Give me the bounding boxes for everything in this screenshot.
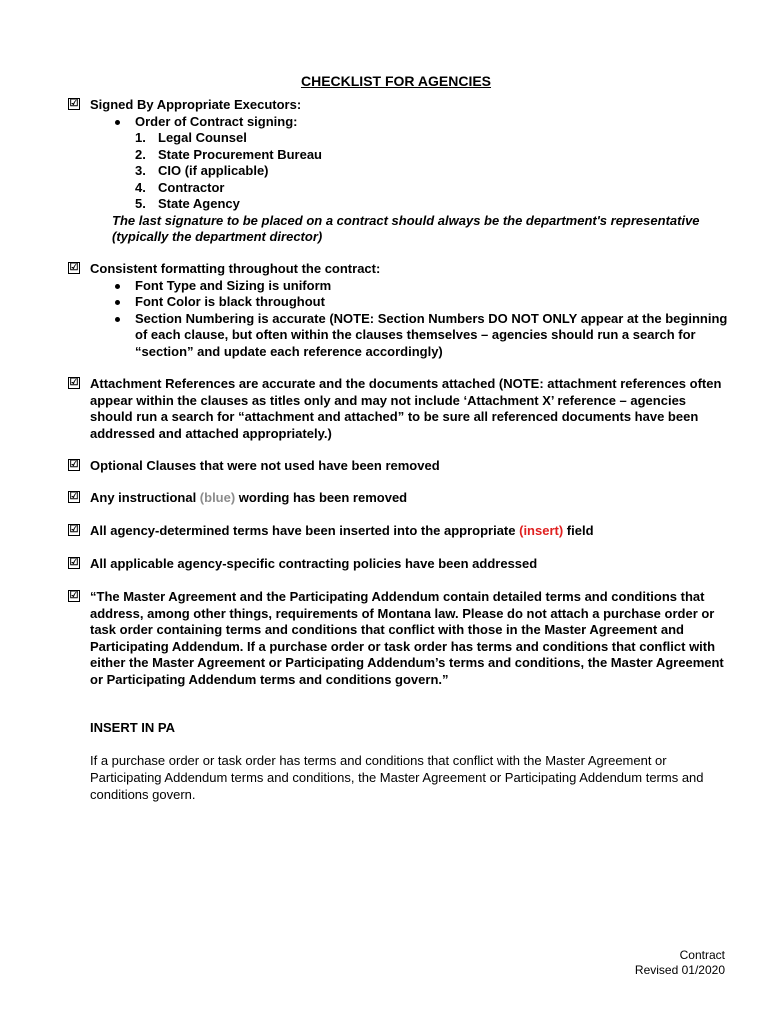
checkbox-icon: ☑	[69, 459, 79, 470]
signer-item: 2. State Procurement Bureau	[135, 146, 322, 162]
bullet-item: Order of Contract signing:	[90, 114, 728, 131]
blue-highlight: (blue)	[199, 490, 236, 505]
checklist-item-formatting	[68, 261, 728, 360]
item-text: “The Master Agreement and the Participating Addendum contain detailed terms and conditions that address, among other things, requirements of Montana law. Please do not attach a purchase order or task order containing terms and conditions that conflict with those in the Master Agreement and Participating Addendum. If a purchase order or task order has terms and conditions that conflict with either the Master Agreement or Participating Addendum’s terms and conditions, the Master Agreement or Participating Addendum terms and conditions govern.”	[90, 589, 724, 687]
footer-line: Revised 01/2020	[634, 963, 725, 977]
checkbox-icon: ☑	[69, 98, 79, 109]
checkbox-icon: ☑	[69, 590, 79, 601]
bullet-item: Font Color is black throughout	[90, 294, 728, 311]
checkbox-icon: ☑	[69, 524, 79, 535]
bullet-item: Section Numbering is accurate (NOTE: Section Numbers DO NOT ONLY appear at the beginning of each clause, but often within the clauses themselves – agencies should run a search for “section” and update each reference accordingly)	[90, 311, 728, 361]
insert-in-pa-label: INSERT IN PA	[90, 720, 175, 735]
signer-item: 4. Contractor	[135, 179, 225, 195]
footer-line: Contract	[679, 948, 725, 962]
checklist-item-policies	[68, 556, 728, 573]
item-heading: Signed By Appropriate Executors:	[90, 97, 302, 112]
item-text: Any instructional (blue) wording has been removed	[90, 490, 408, 505]
item-text: All applicable agency-specific contracting policies have been addressed	[90, 556, 538, 571]
bullet-item: Font Type and Sizing is uniform	[90, 278, 728, 295]
page-title: CHECKLIST FOR AGENCIES	[300, 73, 492, 89]
checkbox-icon: ☑	[69, 262, 79, 273]
insert-in-pa-text: If a purchase order or task order has terms and conditions that conflict with the Master Agreement or Participating Addendum terms and conditions, the Master Agreement or Participating Addendum terms and conditions govern.	[90, 753, 704, 802]
checklist-item-insert-terms	[68, 523, 728, 540]
signer-item: 3. CIO (if applicable)	[135, 163, 269, 178]
checklist-item-instructional	[68, 490, 728, 507]
signer-item: 5. State Agency	[135, 196, 240, 211]
checklist-item-optional-clauses	[68, 458, 728, 475]
checkbox-icon: ☑	[69, 491, 79, 502]
insert-highlight: (insert)	[519, 523, 564, 538]
item-text: Optional Clauses that were not used have been removed	[90, 458, 440, 473]
footer	[635, 948, 725, 978]
checklist-item-master-agreement	[68, 589, 728, 688]
item-text: Attachment References are accurate and the documents attached (NOTE: attachment references often appear within the clauses as titles only and may not include ‘Attachment X’ reference – agencies should run a search for “attachment and attached” to be sure all referenced documents have been addressed and attached appropriately.)	[90, 376, 722, 441]
item-heading: Consistent formatting throughout the contract:	[90, 261, 381, 276]
checklist-item-attachments	[68, 376, 728, 442]
signature-note: The last signature to be placed on a contract should always be the department's representative (typically the department director)	[112, 212, 700, 244]
checkbox-icon: ☑	[69, 377, 79, 388]
signer-item: 1. Legal Counsel	[135, 130, 247, 145]
item-text: All agency-determined terms have been inserted into the appropriate (insert) field	[90, 523, 594, 538]
checkbox-icon: ☑	[69, 557, 79, 568]
checklist-item-signatures	[68, 97, 728, 246]
